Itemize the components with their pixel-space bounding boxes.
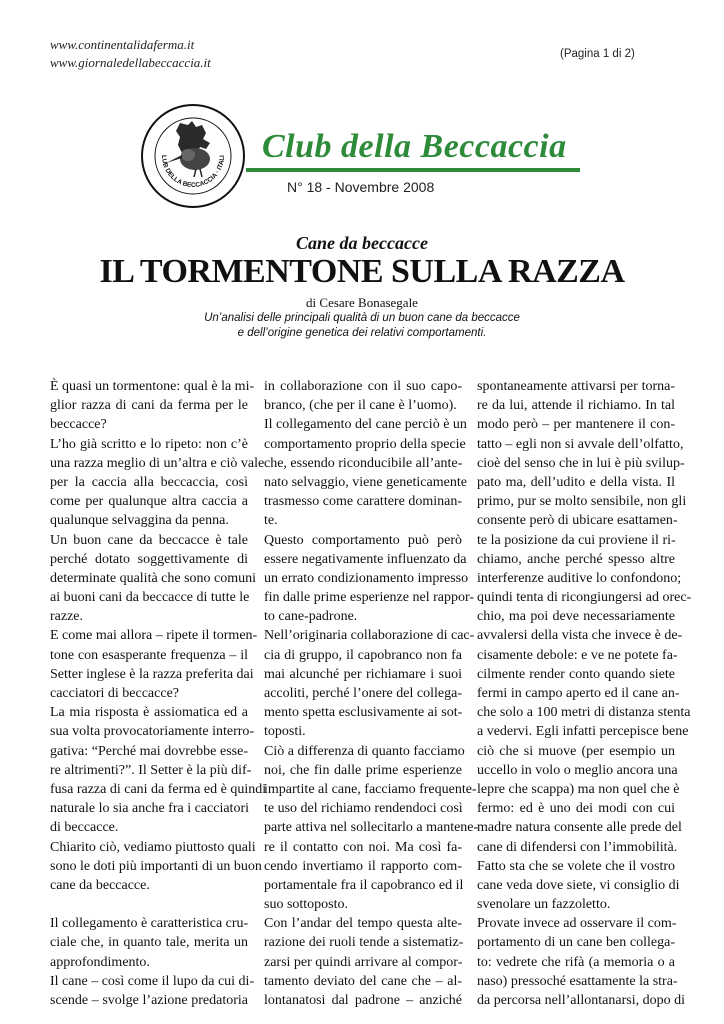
body-text-line: Un buon cane da beccacce è tale — [50, 532, 248, 548]
body-text-line: Con l’andar del tempo questa alte- — [264, 916, 462, 932]
body-text-line: noi, che fin dalle prime esperienze — [264, 762, 462, 778]
body-text-line: te uso del richiamo rendendoci così — [264, 801, 463, 817]
body-text-line — [50, 895, 248, 914]
body-text-line: Il cane – così come il lupo da cui di- — [50, 973, 255, 989]
abstract-line: Un’analisi delle principali qualità di un buon cane da beccacce — [204, 312, 520, 324]
body-text-line: chiamo, anche perché spesso altre — [477, 551, 675, 567]
body-text-line: ai buoni cani da beccacce di tutte le — [50, 590, 250, 606]
body-text-line: che solo a 100 metri di distanza stenta — [477, 705, 691, 721]
masthead-divider — [246, 168, 580, 172]
body-text-line: mento spetta esclusivamente ai sot- — [264, 705, 463, 721]
body-text-line: fermo: ed è uno dei modi con cui — [477, 801, 675, 817]
body-text-line: madre natura consente alle prede del — [477, 820, 682, 836]
article-byline: di Cesare Bonasegale — [306, 295, 418, 310]
body-text-line: cacciatori di beccacce? — [50, 686, 180, 701]
body-text-line: in collaborazione con il suo capo- — [264, 379, 462, 394]
body-text-line: fermi in campo aperto ed il cane an- — [477, 686, 680, 701]
body-text-line: to cane-padrone. — [264, 609, 358, 625]
body-text-line: accoliti, perché l’onere del collega- — [264, 686, 462, 701]
body-text-line: Provate invece ad osservare il com- — [477, 916, 677, 932]
body-text-line: tamento deviato del cane che – al- — [264, 973, 462, 989]
body-text-line: cilmente render conto quando siete — [477, 666, 675, 682]
body-text-line: ciale che, in quanto tale, merita un — [50, 935, 248, 951]
body-text-line: razione dei ruoli tende a sistematiz- — [264, 935, 464, 951]
body-text-line: re il contatto con noi. Ma così fa- — [264, 839, 462, 855]
article-headline: IL TORMENTONE SULLA RAZZA — [99, 253, 625, 290]
body-text-line: interferenze auditive lo confondono; — [477, 570, 682, 586]
body-text-line: fusa razza di cani da ferma ed è quindi — [50, 781, 267, 797]
body-text-line: zarsi per quindi arrivare al compor- — [264, 954, 463, 970]
body-text-line: Ciò a differenza di quanto facciamo — [264, 743, 465, 759]
body-text-line: nato selvaggio, viene geneticamente — [264, 474, 467, 490]
body-text-line: naturale lo sia anche fra i cacciatori — [50, 801, 249, 817]
body-text-line: Il collegamento è caratteristica cru- — [50, 916, 249, 932]
body-text-line: È quasi un tormentone: qual è la mi- — [50, 379, 255, 394]
body-text-line: branco, (che per il cane è l’uomo). — [264, 398, 457, 414]
abstract-line: e dell’origine genetica dei relativi comportamenti. — [237, 327, 487, 339]
body-text-line: tatto – egli non si avvale dell’olfatto, — [477, 436, 684, 452]
body-text-line: parte attiva nel sollecitarlo a mantene- — [264, 820, 479, 836]
body-text-line: primo, pur se molto sensibile, non gli — [477, 494, 687, 510]
club-title: Club della Beccaccia — [262, 128, 567, 165]
body-text-line: naso) pressoché esattamente la stra- — [477, 973, 678, 989]
woodcock-emblem-icon — [140, 103, 246, 209]
body-text-line: sua volta provocatoriamente interro- — [50, 724, 255, 740]
body-text-line: re altrimenti?”. Il Setter è la più dif- — [50, 762, 252, 778]
body-text-line: determinate qualità che sono comuni — [50, 570, 257, 586]
body-text-line: Questo comportamento può però — [264, 532, 462, 548]
body-text-line: una razza meglio di un’altra e ciò vale — [50, 455, 265, 471]
body-text-line: approfondimento. — [50, 954, 150, 970]
body-text-line: scende – svolge l’azione predatoria — [50, 993, 248, 1008]
body-text-line: come per qualunque altra caccia a — [50, 494, 248, 510]
body-text-line: cia di gruppo, il capobranco non fa — [264, 647, 462, 663]
body-text-line: toposti. — [264, 724, 306, 740]
body-text-line: cisamente debole: e ve ne potete fa- — [477, 647, 678, 663]
body-text-line: E come mai allora – ripete il tormen- — [50, 628, 258, 644]
body-column-1 — [50, 377, 267, 1010]
body-text-line: te la posizione da cui proviene il ri- — [477, 532, 676, 548]
body-text-line: beccacce? — [50, 417, 107, 433]
body-text-line: cane di difendersi con l’immobilità. — [477, 839, 678, 855]
body-text-line: a vedervi. Egli infatti percepisce bene — [477, 724, 689, 740]
body-text-line: Fatto sta che se volete che il vostro — [477, 858, 675, 874]
body-text-line: cane veda dove siete, vi consiglio di — [477, 877, 680, 893]
issue-number: N° 18 - Novembre 2008 — [287, 179, 435, 195]
body-text-line: modo però – per mantenere il con- — [477, 417, 675, 433]
body-column-2 — [264, 377, 479, 1010]
body-text-line: un errato condizionamento impresso — [264, 570, 469, 586]
body-text-line: gativa: “Perché mai dovrebbe esse- — [50, 743, 248, 759]
body-text-line: cioè del senso che in lui è più svilup- — [477, 455, 685, 471]
body-text-line: consente però di ubicare esattamen- — [477, 513, 678, 529]
body-text-line: svenolare un fazzoletto. — [477, 897, 611, 913]
body-text-line: lepre che scappa) ma non quel che è — [477, 781, 680, 797]
page-indicator: (Pagina 1 di 2) — [560, 48, 635, 60]
body-text-line: to: vedrete che rifà (a memoria o a — [477, 954, 675, 970]
body-text-line: razze. — [50, 609, 84, 625]
body-text-line: perché dotato soggettivamente di — [50, 551, 248, 567]
body-text-line: uccello in volo o meglio ancora una — [477, 762, 678, 778]
body-text-line: portamentale fra il capobranco ed il — [264, 877, 464, 893]
club-logo — [140, 103, 246, 209]
body-text-line: spontaneamente attivarsi per torna- — [477, 379, 675, 394]
url-giornale[interactable]: www.giornaledellabeccaccia.it — [50, 55, 211, 70]
body-text-line: che, essendo riconducibile all’ante- — [264, 455, 463, 471]
body-text-line: glior razza di cani da ferma per le — [50, 398, 248, 414]
body-text-line: suo sottoposto. — [264, 897, 349, 913]
article-abstract — [0, 311, 724, 341]
body-text-line: te. — [264, 513, 278, 529]
body-text-line: quindi tenta di ricongiungersi ad orec- — [477, 590, 692, 606]
article-kicker: Cane da beccacce — [296, 233, 428, 253]
body-text-line: sono le doti più importanti di un buon — [50, 858, 262, 874]
body-text-line: impartite al cane, facciamo frequente- — [264, 781, 477, 797]
body-text-line: re da lui, attende il richiamo. In tal — [477, 398, 675, 414]
body-text-line: Chiarito ciò, vediamo piuttosto quali — [50, 839, 256, 855]
body-text-line: chio, ma poi deve necessariamente — [477, 609, 675, 625]
body-text-line: qualunque selvaggina da penna. — [50, 513, 229, 529]
body-text-line: fin dalle prime esperienze nel rappor- — [264, 590, 475, 606]
body-text-line: Setter inglese è la razza preferita dai — [50, 666, 254, 682]
body-text-line: di beccacce. — [50, 820, 119, 836]
body-text-line: essere negativamente influenzato da — [264, 551, 467, 567]
url-continentali[interactable]: www.continentalidaferma.it — [50, 37, 195, 52]
body-text-line: portamento di un cane ben collega- — [477, 935, 675, 951]
body-text-line: Il collegamento del cane perciò è un — [264, 417, 467, 433]
body-text-line: trasmesso come carattere dominan- — [264, 494, 462, 510]
body-text-line: lontanatosi dal padrone – anziché — [264, 993, 462, 1008]
body-text-line: ciò che si muove (per esempio un — [477, 743, 675, 759]
body-column-3 — [477, 377, 692, 1010]
body-text-line: per la caccia alla beccaccia, così — [50, 474, 248, 490]
body-text-line: pato ma, dell’udito e della vista. Il — [477, 474, 675, 490]
logo-ring-text: LUB DELLA BECCACCIA · ITALI — [159, 154, 227, 190]
body-text-line: avvalersi della vista che invece è de- — [477, 628, 683, 644]
body-text-line: comportamento proprio della specie — [264, 436, 466, 452]
body-text-line: La mia risposta è assiomatica ed a — [50, 705, 248, 721]
body-text-line: Nell’originaria collaborazione di cac- — [264, 628, 475, 644]
body-text-line: mai alcunché per richiamare i suoi — [264, 666, 462, 682]
body-text-line: da percorsa nell’allontanarsi, dopo di — [477, 993, 685, 1008]
body-text-line: cendo invertiamo il rapporto com- — [264, 858, 462, 874]
website-urls — [50, 36, 211, 72]
body-text-line: tone con esasperante frequenza – il — [50, 647, 248, 663]
body-text-line: L’ho già scritto e lo ripeto: non c’è — [50, 436, 248, 452]
body-text-line: cane da beccacce. — [50, 877, 150, 893]
